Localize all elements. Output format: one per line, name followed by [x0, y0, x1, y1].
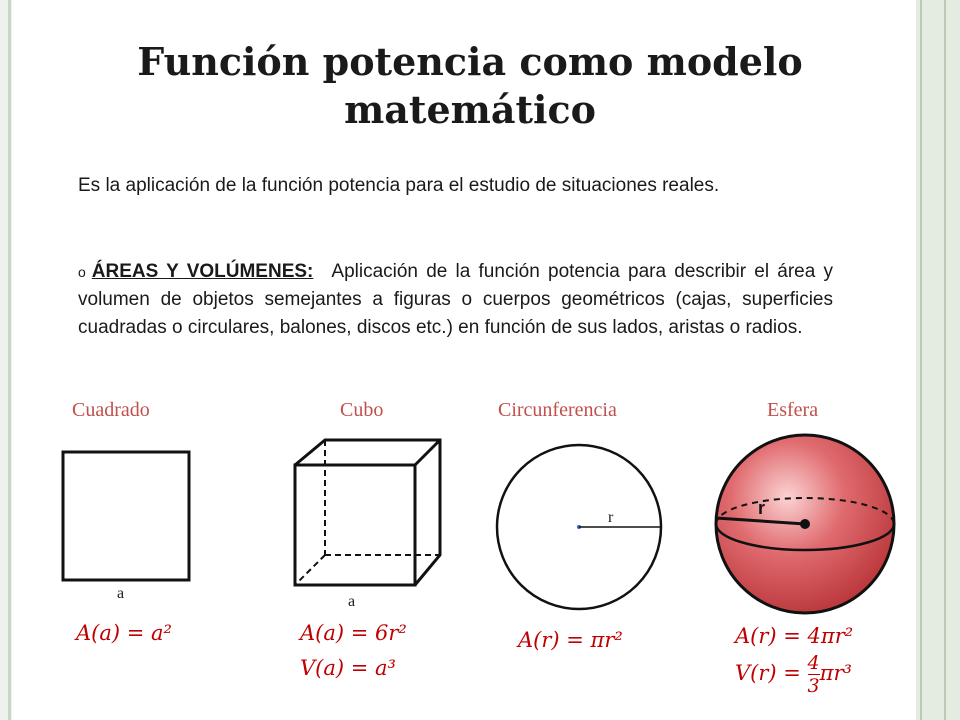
sphere-volume-right: πr³ [819, 661, 852, 685]
circle-area-formula: A(r) = πr² [518, 628, 623, 652]
title-line-2: matemático [344, 87, 596, 132]
cube-figure [285, 435, 450, 610]
left-frame-line [8, 0, 11, 720]
cube-volume-formula: V(a) = a³ [300, 656, 396, 680]
section-keyword: ÁREAS Y VOLÚMENES: [91, 261, 314, 282]
square-figure [55, 445, 205, 605]
section-text: Aplicación de la función potencia para describir el área y volumen de objetos semejantes a figuras o cuerpos geométricos (cajas, superficies cuadradas o circulares, balones, discos etc.) en función de sus lados, aristas o radios. [78, 261, 834, 338]
sphere-center [800, 519, 810, 529]
cube-front-face [295, 465, 415, 585]
sphere-volume-formula [735, 652, 852, 697]
title-line-1: Función potencia como modelo [137, 39, 803, 84]
section-paragraph [78, 258, 833, 342]
intro-paragraph: Es la aplicación de la función potencia para el estudio de situaciones reales. [78, 175, 720, 196]
right-frame-border [916, 0, 960, 720]
circle-title: Circunferencia [498, 399, 617, 421]
square-shape [63, 452, 189, 580]
sphere-area-formula: A(r) = 4πr² [735, 624, 854, 648]
sphere-radius-label: r [758, 498, 766, 518]
cube-edge-label: a [348, 593, 356, 610]
fraction-numerator: 4 [807, 652, 820, 674]
sphere-figure [706, 432, 906, 617]
cube-title: Cubo [340, 399, 384, 421]
cube-area-formula: A(a) = 6r² [300, 621, 407, 645]
fraction-denominator: 3 [807, 675, 820, 697]
bullet-marker: o [78, 264, 86, 280]
circle-figure [488, 440, 668, 615]
square-title: Cuadrado [72, 399, 150, 421]
sphere-volume-left: V(r) = [735, 661, 808, 685]
sphere-volume-fraction [808, 652, 820, 697]
sphere-title: Esfera [767, 399, 819, 421]
right-frame-line-inner [944, 0, 946, 720]
circle-radius-label: r [608, 509, 614, 526]
right-frame-line [920, 0, 922, 720]
square-area-formula: A(a) = a² [76, 621, 172, 645]
slide-title [80, 38, 860, 134]
square-side-label: a [117, 585, 125, 602]
